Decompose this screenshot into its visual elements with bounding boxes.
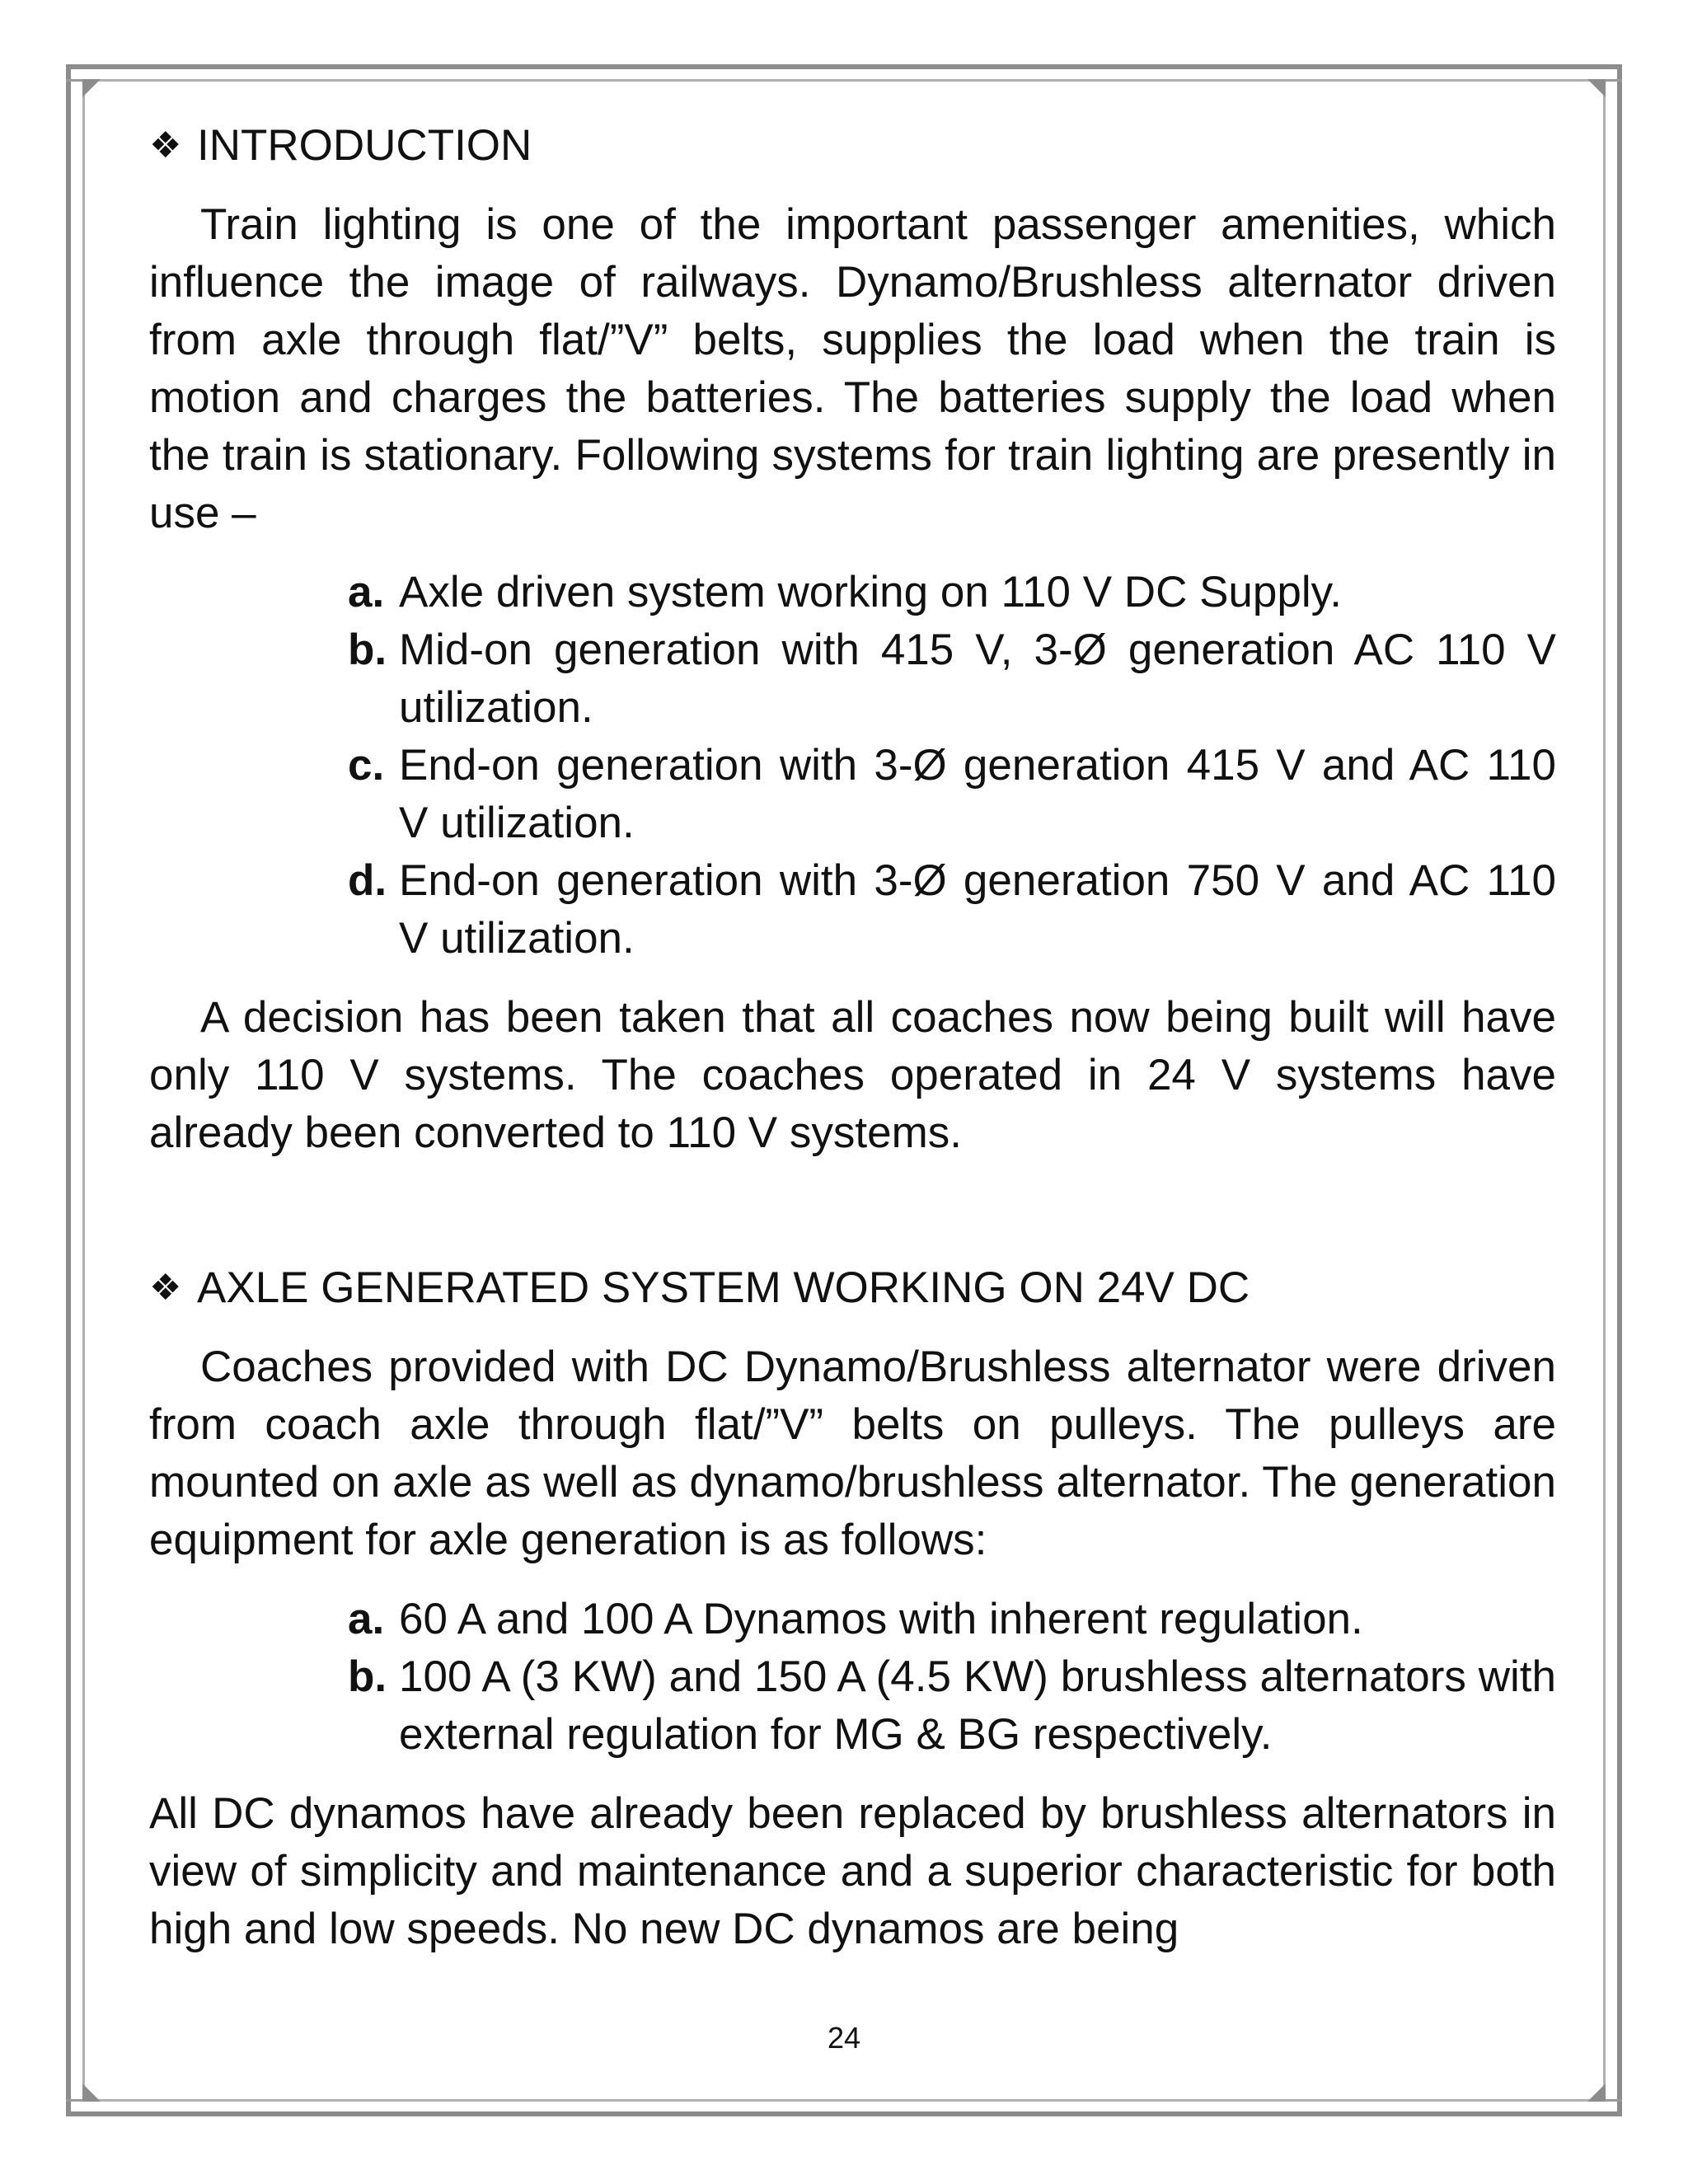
- list-item-text: Mid-on generation with 415 V, 3-Ø generation AC 110 V utilization.: [399, 626, 1556, 732]
- diamond-bullet-icon: ❖: [149, 125, 182, 166]
- frame-corner-bottom-left: [82, 2083, 101, 2102]
- diamond-bullet-icon: ❖: [149, 1268, 182, 1308]
- list-marker: b.: [348, 1652, 387, 1701]
- systems-list: [149, 564, 1556, 968]
- list-item-text: 60 A and 100 A Dynamos with inherent regulation.: [399, 1595, 1363, 1643]
- list-marker: a.: [348, 1595, 385, 1643]
- list-item-text: End-on generation with 3-Ø generation 750 V and AC 110 V utilization.: [399, 856, 1556, 963]
- list-item: [348, 1648, 1556, 1764]
- list-marker: d.: [348, 856, 387, 905]
- list-item-text: 100 A (3 KW) and 150 A (4.5 KW) brushless alternators with external regulation for MG & BG respectively.: [399, 1652, 1556, 1759]
- page-content: [149, 117, 1556, 1958]
- equipment-list: [149, 1591, 1556, 1764]
- list-marker: c.: [348, 741, 385, 790]
- closing-paragraph: All DC dynamos have already been replaced by brushless alternators in view of simplicity and maintenance and a superior characteristic for both high and low speeds. No new DC dynamos are being: [149, 1789, 1556, 1953]
- list-item-text: Axle driven system working on 110 V DC Supply.: [399, 568, 1342, 616]
- list-item: [348, 621, 1556, 737]
- frame-tick: [66, 79, 82, 82]
- list-marker: a.: [348, 568, 385, 616]
- closing-paragraph: A decision has been taken that all coaches now being built will have only 110 V systems. The coaches operated in 24 V systems have already been converted to 110 V systems.: [149, 993, 1556, 1157]
- list-item: [348, 1591, 1556, 1648]
- section-heading: [149, 1259, 1556, 1317]
- list-item: [348, 852, 1556, 968]
- heading-text: AXLE GENERATED SYSTEM WORKING ON 24V DC: [197, 1263, 1250, 1312]
- frame-corner-top-right: [1587, 79, 1606, 97]
- frame-corner-top-left: [82, 79, 101, 97]
- list-item: [348, 737, 1556, 852]
- list-item-text: End-on generation with 3-Ø generation 415 V and AC 110 V utilization.: [399, 741, 1556, 847]
- page-number: 24: [827, 2021, 861, 2055]
- frame-tick: [1606, 79, 1622, 82]
- frame-corner-bottom-right: [1587, 2083, 1606, 2102]
- heading-text: INTRODUCTION: [197, 121, 532, 170]
- frame-tick: [1606, 2099, 1622, 2102]
- frame-tick: [66, 2099, 82, 2102]
- section-introduction: [149, 117, 1556, 1162]
- section-heading: [149, 117, 1556, 175]
- intro-paragraph: Coaches provided with DC Dynamo/Brushless alternator were driven from coach axle through flat/”V” belts on pulleys. The pulleys are mounted on axle as well as dynamo/brushless alternator. The generation equipment for axle generation is as follows:: [149, 1343, 1556, 1564]
- list-marker: b.: [348, 626, 387, 674]
- section-axle-generated-system: [149, 1259, 1556, 1958]
- intro-paragraph: Train lighting is one of the important passenger amenities, which influence the image of railways. Dynamo/Brushless alternator driven from axle through flat/”V” belts, supplies the load when the train is motion and charges the batteries. The batteries supply the load when the train is stationary. Following systems for train lighting are presently in use –: [149, 200, 1556, 537]
- list-item: [348, 564, 1556, 621]
